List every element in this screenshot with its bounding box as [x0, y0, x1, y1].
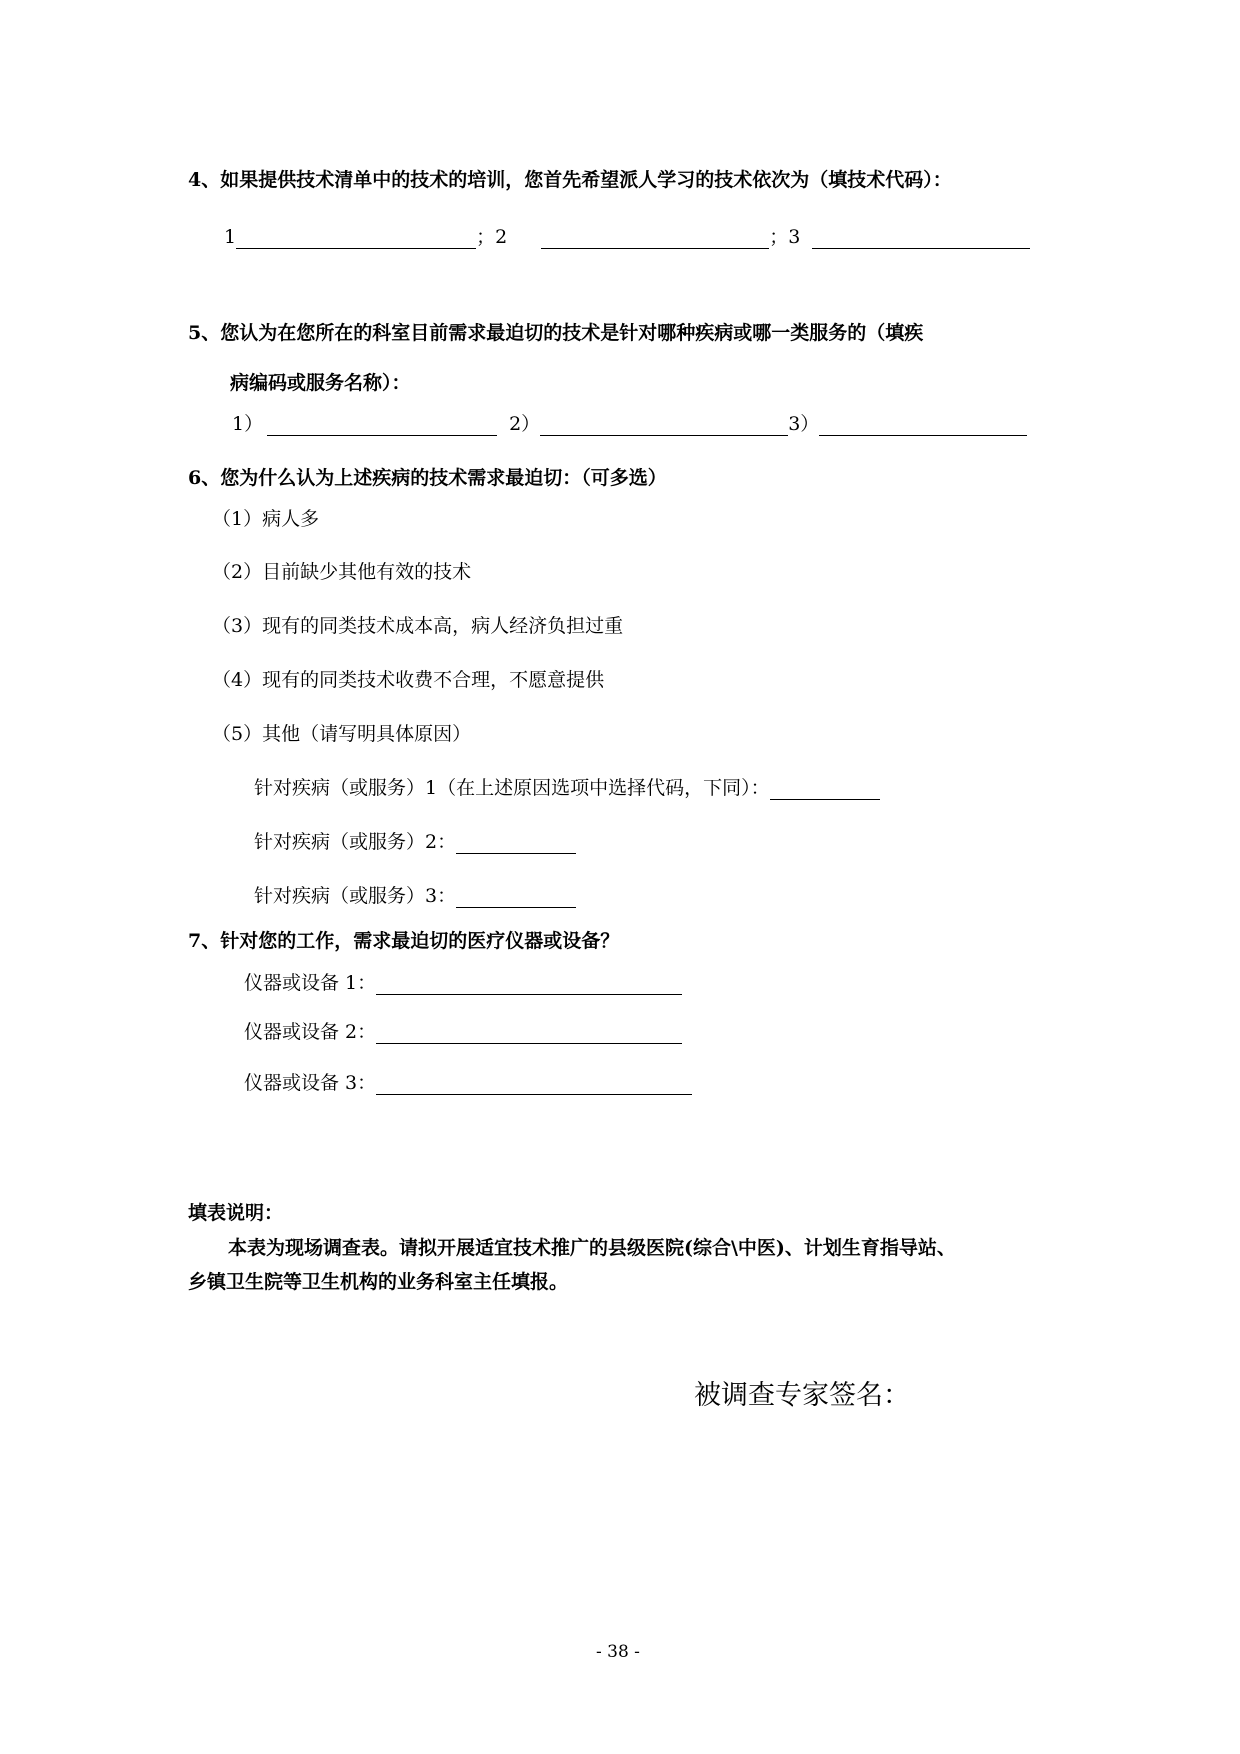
q7-item-row-1	[244, 968, 682, 995]
q5-blank-label-1: 1）	[232, 413, 264, 435]
question-7-text: 7、针对您的工作，需求最迫切的医疗仪器或设备？	[188, 930, 620, 952]
q7-item-label-2: 仪器或设备 2：	[244, 1021, 377, 1043]
q7-item-label-3: 仪器或设备 3：	[244, 1072, 377, 1094]
q7-item-row-2	[244, 1017, 682, 1044]
instructions-line-1: 本表为现场调查表。请拟开展适宜技术推广的县级医院(综合\中医)、计划生育指导站、	[228, 1237, 956, 1259]
q6-option-4: （4）现有的同类技术收费不合理，不愿意提供	[212, 669, 605, 691]
signature-label: 被调查专家签名：	[694, 1380, 910, 1411]
q6-option-5: （5）其他（请写明具体原因）	[212, 723, 472, 745]
q6-answer-row-3	[254, 881, 576, 908]
q5-blank-label-3: 3）	[788, 413, 820, 435]
q7-item-1-field[interactable]	[376, 974, 682, 995]
question-5-text-line2: 病编码或服务名称）：	[230, 372, 411, 394]
q6-option-1: （1）病人多	[212, 508, 320, 530]
q4-blank-label-1: 1	[224, 226, 237, 248]
q6-answer-1-field[interactable]	[770, 779, 880, 800]
q6-option-3: （3）现有的同类技术成本高，病人经济负担过重	[212, 615, 624, 637]
question-4-text: 4、如果提供技术清单中的技术的培训，您首先希望派人学习的技术依次为（填技术代码）：	[188, 169, 952, 191]
q6-answer-3-field[interactable]	[456, 887, 576, 908]
q6-answer-label-3: 针对疾病（或服务）3：	[254, 885, 457, 907]
q4-answer-2-field[interactable]	[541, 228, 769, 249]
question-4-answers	[224, 222, 1030, 249]
q6-answer-row-2	[254, 827, 576, 854]
q6-option-2: （2）目前缺少其他有效的技术	[212, 561, 472, 583]
q6-answer-label-2: 针对疾病（或服务）2：	[254, 831, 457, 853]
q5-answer-1-field[interactable]	[267, 415, 497, 436]
q5-answer-3-field[interactable]	[819, 415, 1027, 436]
question-5-text-line1: 5、您认为在您所在的科室目前需求最迫切的技术是针对哪种疾病或哪一类服务的（填疾	[188, 322, 924, 344]
q5-blank-label-2: 2）	[509, 413, 541, 435]
instructions-line-2: 乡镇卫生院等卫生机构的业务科室主任填报。	[188, 1271, 569, 1293]
q7-item-row-3	[244, 1068, 692, 1095]
q6-answer-2-field[interactable]	[456, 833, 576, 854]
question-5-answers	[232, 409, 1027, 436]
page-number: - 38 -	[596, 1642, 640, 1662]
q4-blank-label-2: ；2	[476, 226, 508, 248]
q7-item-3-field[interactable]	[376, 1074, 692, 1095]
instructions-heading: 填表说明：	[188, 1202, 284, 1224]
q5-answer-2-field[interactable]	[540, 415, 788, 436]
question-6-text: 6、您为什么认为上述疾病的技术需求最迫切：（可多选）	[188, 467, 667, 489]
q7-item-2-field[interactable]	[376, 1023, 682, 1044]
q4-blank-label-3: ；3	[769, 226, 801, 248]
q4-answer-3-field[interactable]	[812, 228, 1030, 249]
q6-answer-row-1	[254, 773, 880, 800]
q6-answer-label-1: 针对疾病（或服务）1（在上述原因选项中选择代码，下同）：	[254, 777, 770, 799]
q4-answer-1-field[interactable]	[236, 228, 476, 249]
q7-item-label-1: 仪器或设备 1：	[244, 972, 377, 994]
